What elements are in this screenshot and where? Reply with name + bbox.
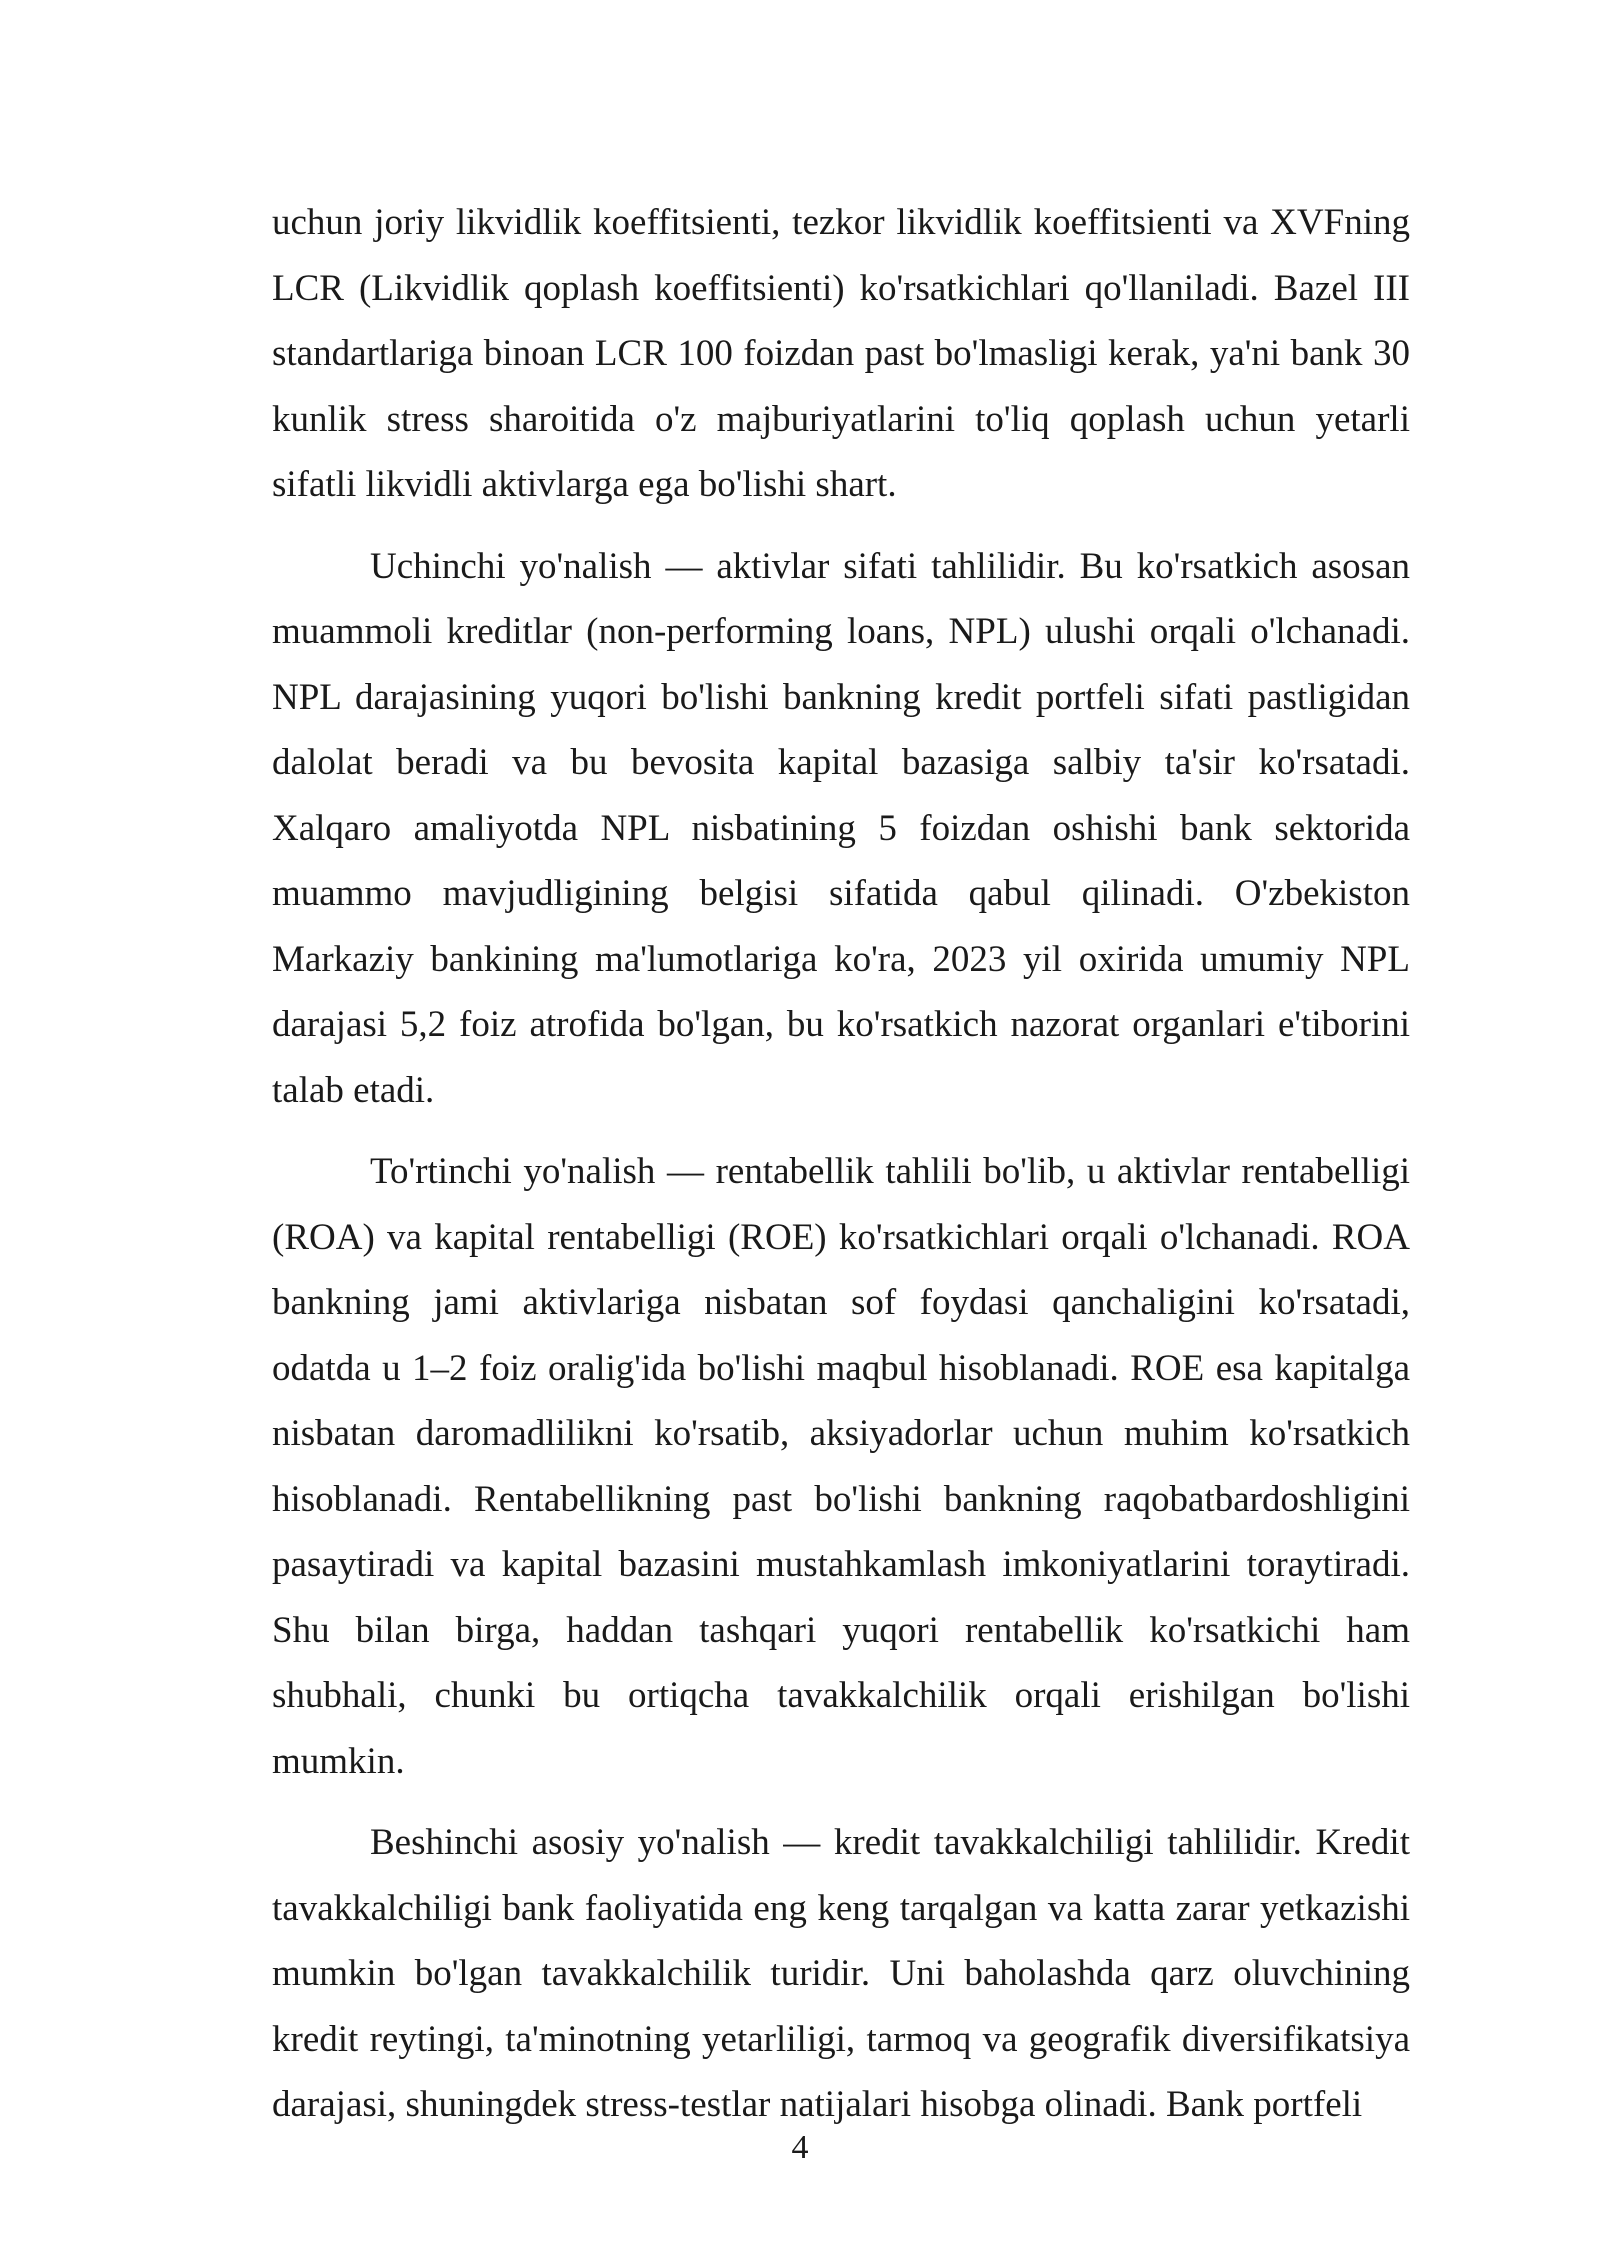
- paragraph-asset-quality: Uchinchi yo'nalish — aktivlar sifati tahlilidir. Bu ko'rsatkich asosan muammoli kreditlar (non-performing loans, NPL) ulushi orqali o'lchanadi. NPL darajasining yuqori bo'lishi bankning kredit portfeli sifati pastligidan dalolat beradi va bu bevosita kapital bazasiga salbiy ta'sir ko'rsatadi. Xalqaro amaliyotda NPL nisbatining 5 foizdan oshishi bank sektorida muammo mavjudligining belgisi sifatida qabul qilinadi. O'zbekiston Markaziy bankining ma'lumotlariga ko'ra, 2023 yil oxirida umumiy NPL darajasi 5,2 foiz atrofida bo'lgan, bu ko'rsatkich nazorat organlari e'tiborini talab etadi.: [272, 545, 1410, 1111]
- paragraph-credit-risk: Beshinchi asosiy yo'nalish — kredit tavakkalchiligi tahlilidir. Kredit tavakkalchiligi bank faoliyatida eng keng tarqalgan va katta zarar yetkazishi mumkin bo'lgan tavakkalchilik turidir. Uni baholashda qarz oluvchining kredit reytingi, ta'minotning yetarliligi, tarmoq va geografik diversifikatsiya darajasi, shuningdek stress-testlar natijalari hisobga olinadi. Bank portfeli: [272, 1822, 1410, 2125]
- document-body: [272, 190, 1410, 2154]
- paragraph-profitability: To'rtinchi yo'nalish — rentabellik tahlili bo'lib, u aktivlar rentabelligi (ROA) va kapital rentabelligi (ROE) ko'rsatkichlari orqali o'lchanadi. ROA bankning jami aktivlariga nisbatan sof foydasi qanchaligini ko'rsatadi, odatda u 1–2 foiz oralig'ida bo'lishi maqbul hisoblanadi. ROE esa kapitalga nisbatan daromadlilikni ko'rsatib, aksiyadorlar uchun muhim ko'rsatkich hisoblanadi. Rentabellikning past bo'lishi bankning raqobatbardoshligini pasaytiradi va kapital bazasini mustahkamlash imkoniyatlarini toraytiradi. Shu bilan birga, haddan tashqari yuqori rentabellik ko'rsatkichi ham shubhali, chunki bu ortiqcha tavakkalchilik orqali erishilgan bo'lishi mumkin.: [272, 1151, 1410, 1782]
- paragraph-liquidity-continuation: uchun joriy likvidlik koeffitsienti, tezkor likvidlik koeffitsienti va XVFning LCR (Likvidlik qoplash koeffitsienti) ko'rsatkichlari qo'llaniladi. Bazel III standartlariga binoan LCR 100 foizdan past bo'lmasligi kerak, ya'ni bank 30 kunlik stress sharoitida o'z majburiyatlarini to'liq qoplash uchun yetarli sifatli likvidli aktivlarga ega bo'lishi shart.: [272, 202, 1410, 505]
- page-number: 4: [791, 2129, 809, 2166]
